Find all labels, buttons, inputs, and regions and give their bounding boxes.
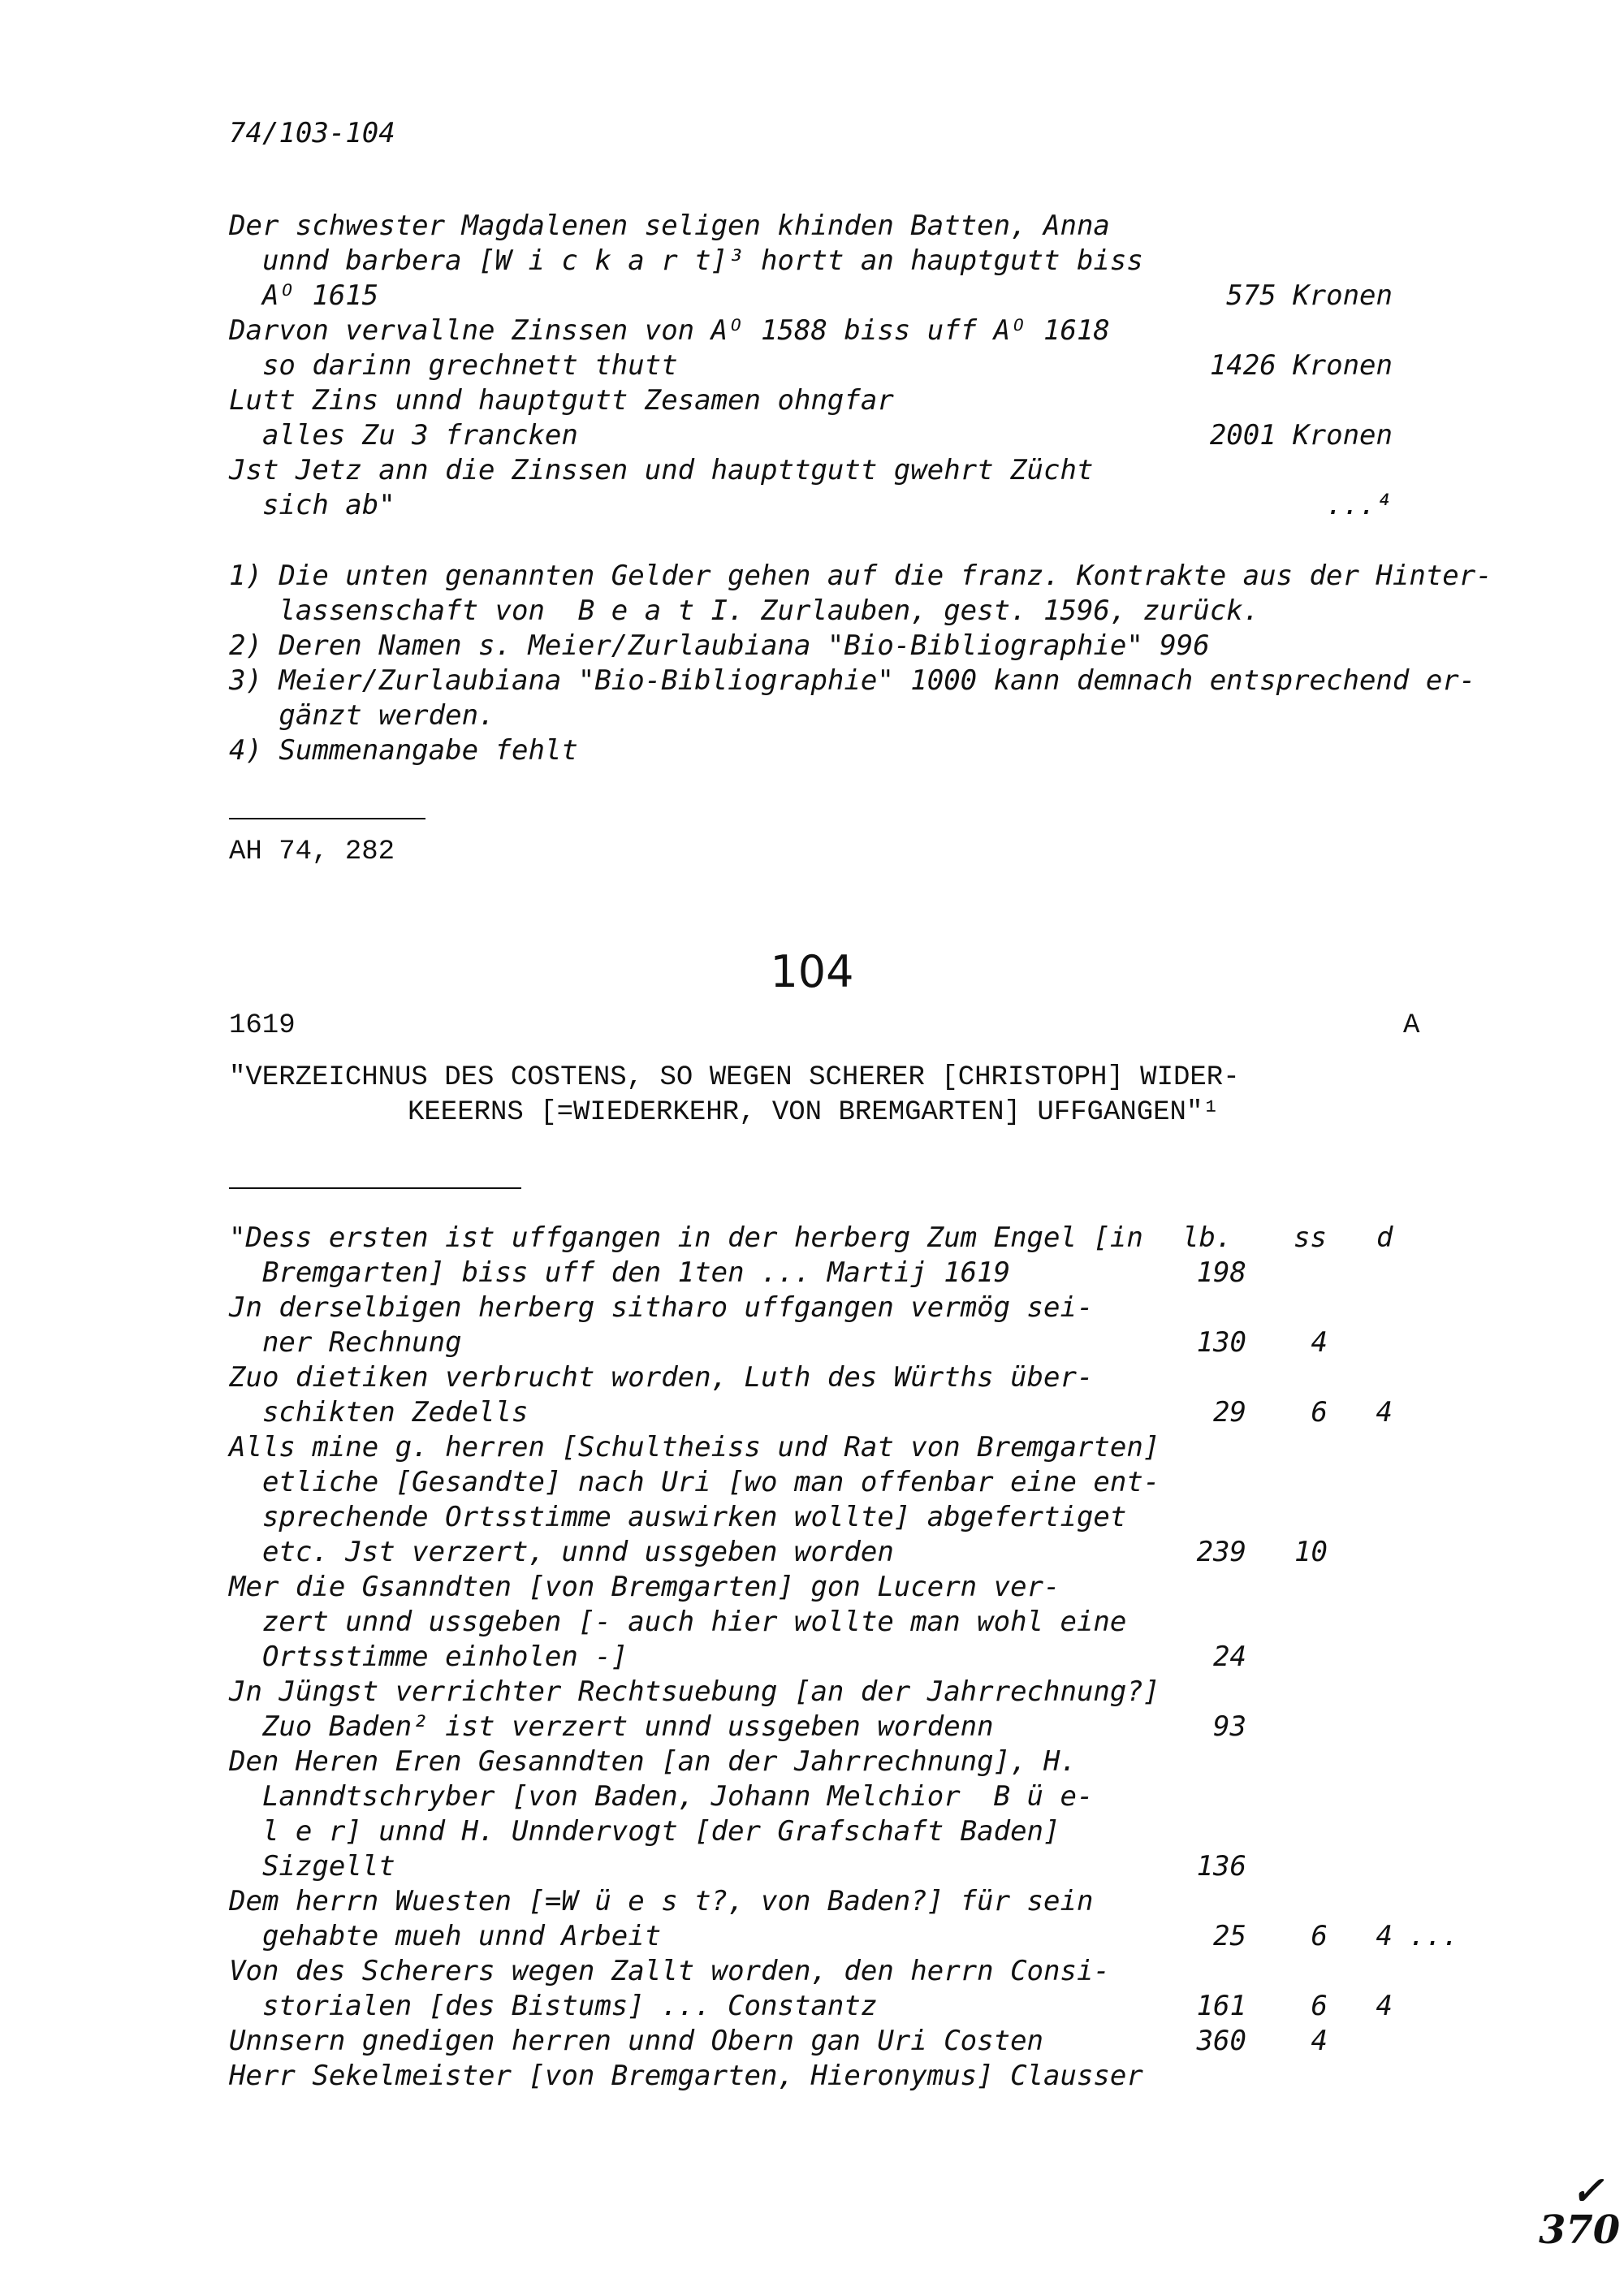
document-number: 104 (770, 946, 854, 997)
amount-lb: 93 (1213, 1710, 1246, 1743)
table-row-line: ner Rechnung (229, 1326, 462, 1359)
amount-ss: 4 (1311, 1326, 1328, 1359)
reference-top: 74/103-104 (229, 117, 395, 149)
table-row-line: Bremgarten] biss uff den 1ten ... Martij 1619 (229, 1256, 1011, 1289)
entry-top-line: Darvon vervallne Zinssen von Aᴼ 1588 biss uff Aᴼ 1618 (229, 314, 1110, 347)
document-title-line1: "VERZEICHNUS DES COSTENS, SO WEGEN SCHERER [CHRISTOPH] WIDER- (229, 1062, 1240, 1093)
table-row-line: Ortsstimme einholen -] (229, 1641, 628, 1673)
amount-lb: 130 (1196, 1326, 1246, 1359)
table-row-line: Von des Scherers wegen Zallt worden, den herrn Consi- (229, 1955, 1110, 1987)
amount-ss: 4 (1311, 2025, 1328, 2057)
amount-lb: 136 (1196, 1850, 1246, 1883)
amount-ss: 6 (1311, 1920, 1328, 1952)
table-row-line: gehabte mueh unnd Arbeit (229, 1920, 662, 1952)
amount-extra: ... (1409, 1920, 1459, 1952)
footnote: 1) Die unten genannten Gelder gehen auf die franz. Kontrakte aus der Hinter- (229, 560, 1492, 592)
entry-top-line: Lutt Zins unnd hauptgutt Zesamen ohngfar (229, 384, 894, 417)
footnote: 3) Meier/Zurlaubiana "Bio-Bibliographie" 1000 kann demnach entsprechend er- (229, 664, 1476, 697)
entry-top-amount: 1426 Kronen (1209, 349, 1393, 382)
table-row-line: zert unnd ussgeben [- auch hier wollte man wohl eine (229, 1606, 1127, 1638)
table-row-line: storialen [des Bistums] ... Constantz (229, 1990, 878, 2022)
entry-top-line: so darinn grechnett thutt (229, 349, 678, 382)
table-row-line: Zuo dietiken verbrucht worden, Luth des Würths über- (229, 1361, 1094, 1394)
column-header-d: d (1376, 1221, 1393, 1254)
table-row-line: schikten Zedells (229, 1396, 529, 1429)
table-row-line: Herr Sekelmeister [von Bremgarten, Hieronymus] Clausser (229, 2060, 1143, 2092)
table-row-line: sprechende Ortsstimme auswirken wollte] abgefertiget (229, 1501, 1127, 1533)
amount-d: 4 (1376, 1990, 1393, 2022)
amount-ss: 6 (1311, 1396, 1328, 1429)
table-row-line: "Dess ersten ist uffgangen in der herberg Zum Engel [in (229, 1221, 1143, 1254)
column-header-lb: lb. (1182, 1221, 1233, 1254)
amount-ss: 6 (1311, 1990, 1328, 2022)
amount-lb: 198 (1196, 1256, 1246, 1289)
check-mark: ✓ (1571, 2168, 1605, 2214)
document-title-line2: KEEERNS [=WIEDERKEHR, VON BREMGARTEN] UFFGANGEN"¹ (408, 1097, 1220, 1128)
table-row-line: Zuo Baden² ist verzert unnd ussgeben wordenn (229, 1710, 994, 1743)
amount-lb: 24 (1213, 1641, 1246, 1673)
document-year: 1619 (229, 1010, 296, 1041)
entry-top-amount: 2001 Kronen (1209, 419, 1393, 452)
table-row-line: Jn derselbigen herberg sitharo uffgangen vermög sei- (229, 1291, 1094, 1324)
table-row-line: Lanndtschryber [von Baden, Johann Melchior B ü e- (229, 1780, 1094, 1813)
page-stamp: 370 (1539, 2207, 1621, 2253)
footnote: 2) Deren Namen s. Meier/Zurlaubiana "Bio-Bibliographie" 996 (229, 629, 1210, 662)
entry-top-line: Der schwester Magdalenen seligen khinden Batten, Anna (229, 210, 1110, 242)
entry-top-line: Aᴼ 1615 (229, 279, 379, 312)
title-divider (229, 1187, 521, 1189)
table-row-line: l e r] unnd H. Unndervogt [der Grafschaft Baden] (229, 1815, 1060, 1848)
table-row-line: Sizgellt (229, 1850, 395, 1883)
table-row-line: Mer die Gsanndten [von Bremgarten] gon Lucern ver- (229, 1571, 1060, 1603)
source-reference: AH 74, 282 (229, 837, 395, 867)
amount-lb: 239 (1196, 1536, 1246, 1568)
amount-lb: 25 (1213, 1920, 1246, 1952)
entry-top-line: sich ab" (229, 489, 395, 521)
entry-top-amount: 575 Kronen (1226, 279, 1393, 312)
amount-lb: 360 (1196, 2025, 1246, 2057)
table-row-line: etliche [Gesandte] nach Uri [wo man offenbar eine ent- (229, 1466, 1160, 1498)
footnote-divider (229, 818, 425, 819)
table-row-line: Unnsern gnedigen herren unnd Obern gan Uri Costen (229, 2025, 1044, 2057)
table-row-line: Den Heren Eren Gesanndten [an der Jahrrechnung], H. (229, 1745, 1077, 1778)
entry-top-line: alles Zu 3 francken (229, 419, 578, 452)
document-letter: A (1403, 1010, 1420, 1041)
footnote: gänzt werden. (229, 699, 495, 732)
amount-ss: 10 (1294, 1536, 1328, 1568)
table-row-line: Alls mine g. herren [Schultheiss und Rat von Bremgarten] (229, 1431, 1160, 1463)
table-row-line: Dem herrn Wuesten [=W ü e s t?, von Baden?] für sein (229, 1885, 1094, 1917)
footnote: 4) Summenangabe fehlt (229, 734, 578, 767)
footnote: lassenschaft von B e a t I. Zurlauben, gest. 1596, zurück. (229, 594, 1260, 627)
amount-lb: 29 (1213, 1396, 1246, 1429)
column-header-ss: ss (1294, 1221, 1327, 1254)
table-row-line: Jn Jüngst verrichter Rechtsuebung [an der Jahrrechnung?] (229, 1675, 1160, 1708)
table-row-line: etc. Jst verzert, unnd ussgeben worden (229, 1536, 894, 1568)
entry-top-line: unnd barbera [W i c k a r t]³ hortt an hauptgutt biss (229, 244, 1143, 277)
entry-top-amount: ...⁴ (1326, 489, 1393, 521)
amount-d: 4 (1376, 1920, 1393, 1952)
entry-top-line: Jst Jetz ann die Zinssen und haupttgutt gwehrt Zücht (229, 454, 1094, 486)
amount-lb: 161 (1196, 1990, 1246, 2022)
amount-d: 4 (1376, 1396, 1393, 1429)
